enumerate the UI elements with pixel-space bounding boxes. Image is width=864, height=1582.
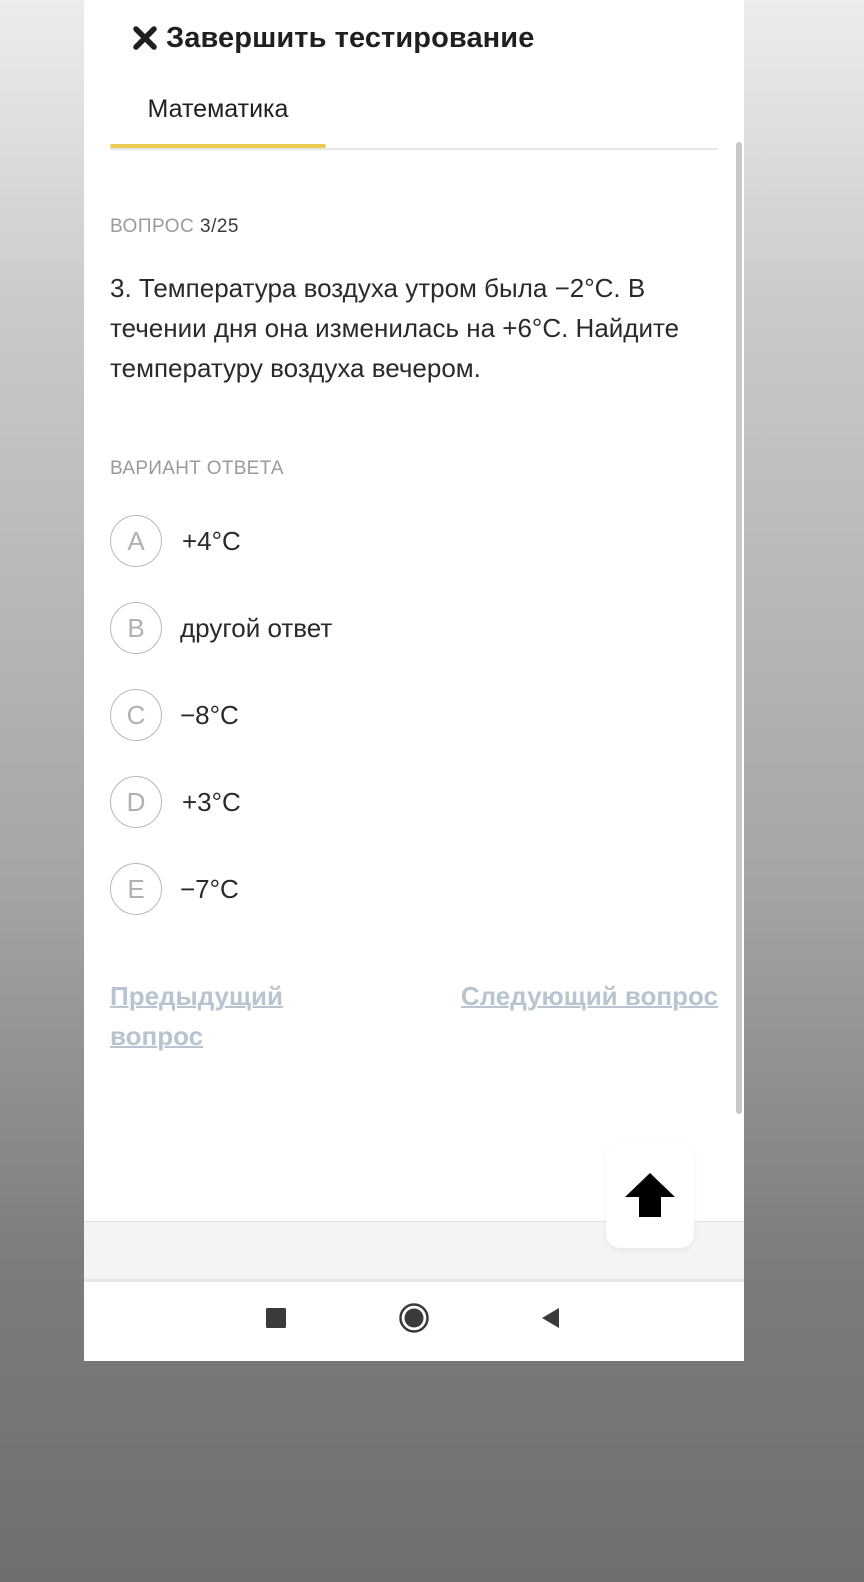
active-tab-indicator	[110, 144, 326, 148]
question-counter	[110, 216, 239, 238]
next-question-link[interactable]: Следующий вопрос	[460, 981, 718, 1011]
option-text: другой ответ	[180, 612, 333, 643]
answer-option-c[interactable]	[110, 688, 239, 742]
option-letter-circle	[110, 776, 162, 828]
answer-option-b[interactable]	[110, 601, 332, 655]
previous-question-link[interactable]: Предыдущий вопрос	[110, 981, 283, 1051]
option-letter: E	[127, 873, 145, 904]
question-counter-value: 3/25	[200, 216, 239, 237]
answer-option-e[interactable]	[110, 862, 239, 916]
option-letter-circle	[110, 689, 162, 741]
option-letter: A	[127, 525, 145, 556]
option-letter: B	[127, 612, 145, 643]
circle-home-icon	[398, 1302, 430, 1334]
app-screen	[84, 0, 744, 1361]
finish-test-label: Завершить тестирование	[166, 21, 535, 54]
back-button[interactable]	[530, 1298, 570, 1338]
recent-apps-button[interactable]	[256, 1298, 296, 1338]
option-letter: D	[126, 786, 146, 817]
arrow-up-icon	[623, 1171, 677, 1219]
answer-option-d[interactable]	[110, 775, 241, 829]
tab-mathematics-label: Математика	[147, 95, 289, 123]
question-counter-label: ВОПРОС	[110, 216, 195, 237]
option-text: +3°С	[182, 786, 241, 817]
option-letter: C	[126, 699, 146, 730]
option-letter-circle	[110, 863, 162, 915]
home-button[interactable]	[394, 1298, 434, 1338]
system-navigation-bar	[84, 1282, 744, 1361]
option-letter-circle	[110, 515, 162, 567]
option-letter-circle	[110, 602, 162, 654]
option-text: +4°С	[182, 525, 241, 556]
scrollbar[interactable]	[736, 142, 742, 1114]
option-text: −7°С	[180, 873, 239, 904]
question-text: 3. Температура воздуха утром была −2°С. В течении дня она изменилась на +6°С. Найдите температуру воздуха вечером.	[110, 273, 680, 383]
answers-heading: ВАРИАНТ ОТВЕТА	[110, 458, 284, 479]
subject-tabs	[110, 84, 718, 150]
square-stop-icon	[265, 1307, 287, 1329]
tab-mathematics[interactable]	[110, 84, 326, 146]
scroll-to-top-button[interactable]	[606, 1142, 694, 1248]
finish-test-button[interactable]	[132, 18, 534, 58]
triangle-back-icon	[539, 1306, 561, 1330]
answer-option-a[interactable]	[110, 514, 241, 568]
close-x-icon	[132, 25, 158, 51]
option-text: −8°С	[180, 699, 239, 730]
